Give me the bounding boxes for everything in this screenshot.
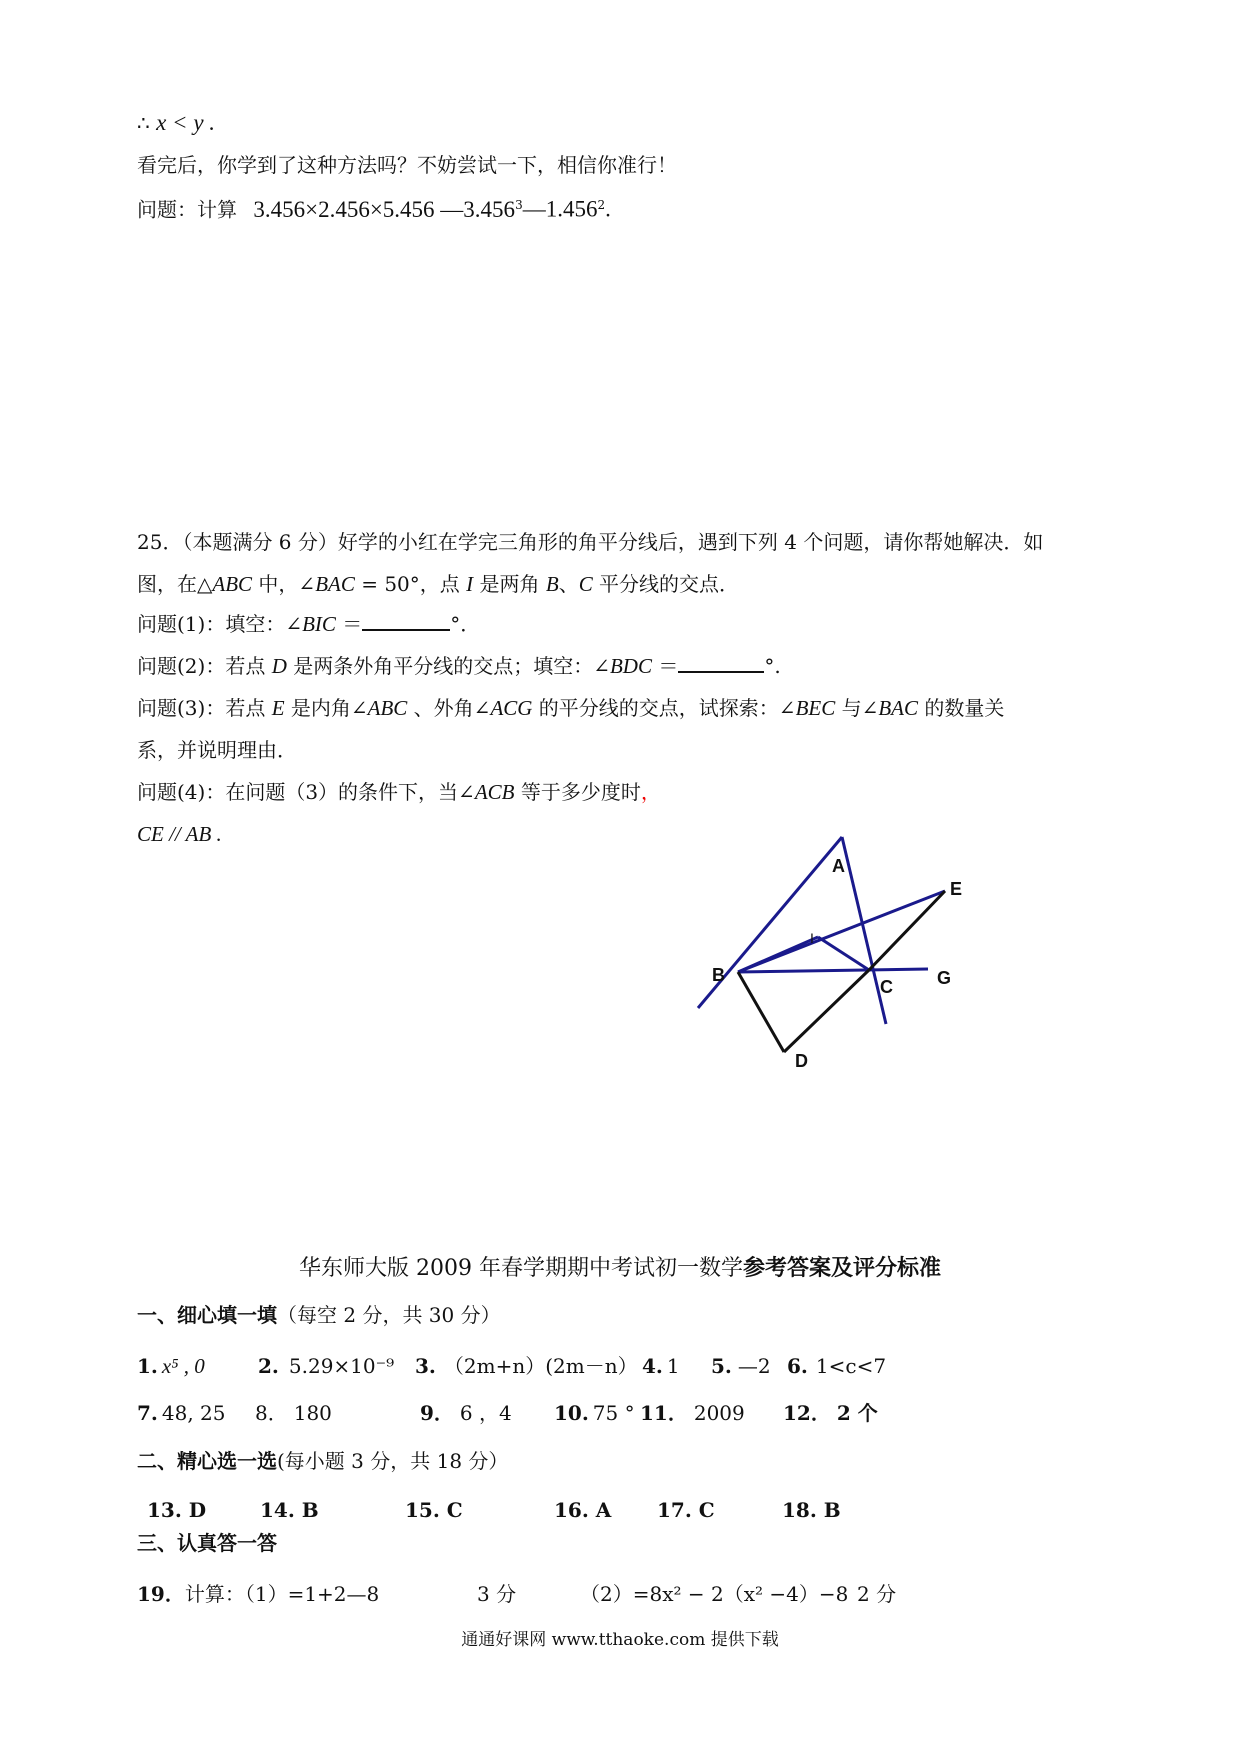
- q19-part2: （2）=8x² − 2（x² −4）−8: [580, 1582, 849, 1606]
- label-b: B: [712, 965, 725, 985]
- line-bd: [738, 972, 784, 1052]
- q25-part3: 问题(3)：若点 E 是内角∠ABC 、外角∠ACG 的平分线的交点，试探索：∠BEC 与∠BAC 的数量关: [137, 696, 1005, 720]
- answer-10: 10. 75 °: [554, 1401, 635, 1425]
- section-1-heading: 一、细心填一填（每空 2 分，共 30 分）: [137, 1303, 501, 1327]
- footer-source: 通通好课网 www.tthaoke.com 提供下载: [461, 1630, 779, 1650]
- q25-part4-cont: CE // AB .: [137, 822, 222, 846]
- choice-15: 15. C: [405, 1498, 463, 1522]
- answer-8: 8． 180: [255, 1401, 332, 1425]
- choice-13: 13. D: [147, 1498, 207, 1522]
- answer-3: 3. （2m+n）(2m－n）: [415, 1354, 638, 1378]
- answer-9: 9． 6 ，4: [420, 1401, 512, 1425]
- q19-part2-points: 2 分: [857, 1582, 897, 1606]
- label-i: I: [810, 930, 814, 946]
- answer-5: 5. —2: [711, 1354, 771, 1378]
- label-a: A: [832, 856, 845, 876]
- label-g: G: [937, 968, 952, 988]
- q19-part1-points: 3 分: [477, 1582, 517, 1606]
- therefore-symbol: ∴: [137, 111, 150, 135]
- answer-12: 12． 2 个: [783, 1401, 878, 1425]
- q25-part2: 问题(2)：若点 D 是两条外角平分线的交点；填空：∠BDC ＝ °.: [137, 654, 781, 678]
- answer-key-title: 华东师大版 2009 年春学期期中考试初一数学参考答案及评分标准: [299, 1255, 941, 1281]
- q25-part3-cont: 系，并说明理由．: [137, 738, 297, 762]
- encouragement-line: 看完后，你学到了这种方法吗？不妨尝试一下，相信你准行！: [137, 153, 677, 177]
- problem-24-compute: 问题：计算 3.456×2.456×5.456 —3.456$^3$—1.456$^2$.: [137, 196, 611, 222]
- conclusion-expr: x < y .: [156, 110, 216, 135]
- answer-7: 7. 48, 25: [137, 1401, 226, 1425]
- q25-intro: 25．（本题满分 6 分）好学的小红在学完三角形的角平分线后，遇到下列 4 个问题，请你帮她解决．如: [137, 530, 1044, 554]
- line-bg: [738, 969, 928, 972]
- section-3-heading: 三、认真答一答: [137, 1531, 277, 1555]
- answer-2: 2. 5.29×10⁻⁹: [258, 1354, 395, 1378]
- answer-6: 6. 1<c<7: [787, 1354, 887, 1378]
- choice-14: 14. B: [260, 1498, 319, 1522]
- q25-given: 图，在△ABC 中，∠BAC = 50°，点 I 是两角 B、C 平分线的交点．: [137, 572, 740, 596]
- section-2-heading: 二、精心选一选(每小题 3 分，共 18 分）: [137, 1449, 509, 1473]
- line-ce: [869, 891, 945, 970]
- answer-11: 11． 2009: [640, 1401, 745, 1425]
- q25-part1: 问题(1)：填空：∠BIC ＝ °．: [137, 612, 481, 636]
- label-e: E: [950, 879, 963, 899]
- label-d: D: [795, 1051, 808, 1071]
- answer-4: 4. 1: [642, 1354, 680, 1378]
- line-bi: [738, 937, 818, 972]
- q19-answer: 19．计算：（1）=1+2—8: [137, 1582, 380, 1606]
- q25-part4: 问题(4)：在问题（3）的条件下，当∠ACB 等于多少度时，: [137, 780, 661, 804]
- choice-17: 17. C: [657, 1498, 715, 1522]
- line-ic: [818, 937, 869, 970]
- label-c: C: [880, 977, 893, 997]
- line-dc: [784, 970, 869, 1052]
- answer-1: 1. x⁵ , 0: [137, 1354, 205, 1378]
- choice-18: 18. B: [782, 1498, 841, 1522]
- choice-16: 16. A: [554, 1498, 612, 1522]
